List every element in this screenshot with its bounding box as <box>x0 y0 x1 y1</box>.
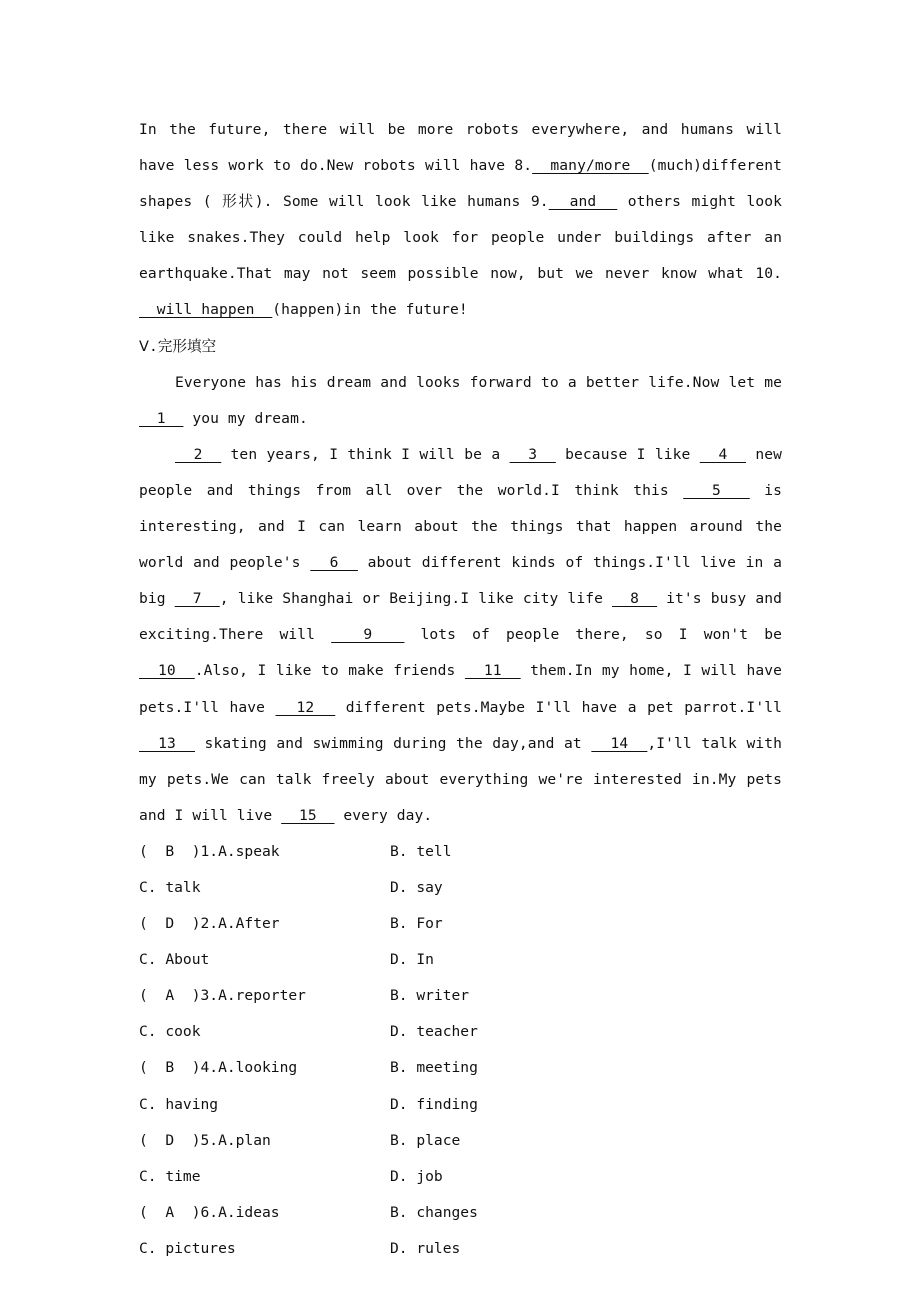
question-row <box>139 1231 782 1267</box>
cloze-blank-2: 2 <box>175 445 222 463</box>
question-row <box>139 978 782 1014</box>
question-row <box>139 906 782 942</box>
option-c: C. talk <box>139 878 201 896</box>
question-row <box>139 834 782 870</box>
answer-blank-10: will happen <box>139 301 273 319</box>
cloze-blank-14: 14 <box>591 734 648 752</box>
cloze-text: you my dream. <box>183 409 308 427</box>
option-b: B. changes <box>390 1203 478 1221</box>
cloze-blank-6: 6 <box>310 554 358 572</box>
cloze-paragraph-2 <box>139 437 782 834</box>
cloze-text: about different kinds of things.I'll live in a big <box>139 554 782 608</box>
passage-text: (happen)in the future! <box>272 301 468 319</box>
passage-text: others might look like snakes.They could help look for people under buildings after an earthquake.That may not seem possible now, but we never know what 10. <box>139 193 782 283</box>
question-row <box>139 870 782 906</box>
question-stem-3: ( A )3.A.reporter <box>139 987 306 1005</box>
cloze-text: Everyone has his dream and looks forward to a better life.Now let me <box>175 373 782 391</box>
question-stem-5: ( D )5.A.plan <box>139 1131 271 1149</box>
option-c: C. time <box>139 1167 201 1185</box>
answer-blank-8: many/more <box>532 157 649 175</box>
cloze-text: .Also, I like to make friends <box>194 662 465 680</box>
option-b: B. writer <box>390 987 470 1005</box>
passage-text: In the future, there will be more robots everywhere, and humans will have less work to do.New robots will have 8. <box>139 121 782 175</box>
cloze-text: it's busy and exciting.There will <box>139 590 782 644</box>
document-page <box>139 112 782 1267</box>
question-row <box>139 1159 782 1195</box>
cloze-blank-12: 12 <box>275 698 336 716</box>
cloze-paragraph-1 <box>139 365 782 437</box>
question-options <box>139 834 782 1267</box>
cloze-blank-13: 13 <box>139 734 195 752</box>
question-row <box>139 1014 782 1050</box>
question-row <box>139 942 782 978</box>
question-row <box>139 1123 782 1159</box>
cloze-blank-1: 1 <box>139 409 184 427</box>
option-c: C. About <box>139 951 210 969</box>
passage-text: (much)different shapes ( 形状). Some will look like humans 9. <box>139 157 782 211</box>
section-title: Ⅴ.完形填空 <box>139 337 217 355</box>
question-row <box>139 1050 782 1086</box>
option-d: D. job <box>390 1167 443 1185</box>
cloze-text: ten years, I think I will be a <box>221 445 510 463</box>
option-d: D. rules <box>390 1239 461 1257</box>
answer-blank-9: and <box>548 193 618 211</box>
option-d: D. say <box>390 878 443 896</box>
question-stem-4: ( B )4.A.looking <box>139 1059 298 1077</box>
cloze-blank-5: 5 <box>683 481 750 499</box>
question-stem-1: ( B )1.A.speak <box>139 842 280 860</box>
cloze-blank-10: 10 <box>139 662 195 680</box>
cloze-blank-9: 9 <box>331 626 405 644</box>
cloze-blank-4: 4 <box>699 445 746 463</box>
cloze-text: skating and swimming during the day,and at <box>195 734 592 752</box>
option-b: B. place <box>390 1131 461 1149</box>
passage-robots <box>139 112 782 329</box>
cloze-blank-11: 11 <box>464 662 521 680</box>
cloze-text: , like Shanghai or Beijing.I like city life <box>219 590 613 608</box>
option-c: C. cook <box>139 1023 201 1041</box>
option-c: C. having <box>139 1095 219 1113</box>
question-row <box>139 1087 782 1123</box>
cloze-text: different pets.Maybe I'll have a pet parrot.I'll <box>335 698 782 716</box>
cloze-blank-8: 8 <box>612 590 658 608</box>
option-d: D. In <box>390 951 434 969</box>
cloze-blank-3: 3 <box>509 445 556 463</box>
cloze-text: them.In my home, I will have pets.I'll have <box>139 662 782 716</box>
option-c: C. pictures <box>139 1239 236 1257</box>
question-row <box>139 1195 782 1231</box>
question-stem-2: ( D )2.A.After <box>139 915 280 933</box>
cloze-text: is interesting, and I can learn about the things that happen around the world and people's <box>139 481 782 572</box>
option-d: D. teacher <box>390 1023 478 1041</box>
cloze-text: every day. <box>334 806 433 824</box>
question-stem-6: ( A )6.A.ideas <box>139 1203 280 1221</box>
cloze-text: because I like <box>555 445 700 463</box>
option-b: B. tell <box>390 842 452 860</box>
cloze-text: ,I'll talk with my pets.We can talk freely about everything we're interested in.My pets and I will live <box>139 734 782 824</box>
option-b: B. meeting <box>390 1059 478 1077</box>
option-d: D. finding <box>390 1095 478 1113</box>
cloze-blank-15: 15 <box>281 806 335 824</box>
cloze-text: lots of people there, so I won't be <box>404 626 782 644</box>
cloze-blank-7: 7 <box>174 590 220 608</box>
option-b: B. For <box>390 915 443 933</box>
cloze-text: new people and things from all over the world.I think this <box>139 445 782 499</box>
